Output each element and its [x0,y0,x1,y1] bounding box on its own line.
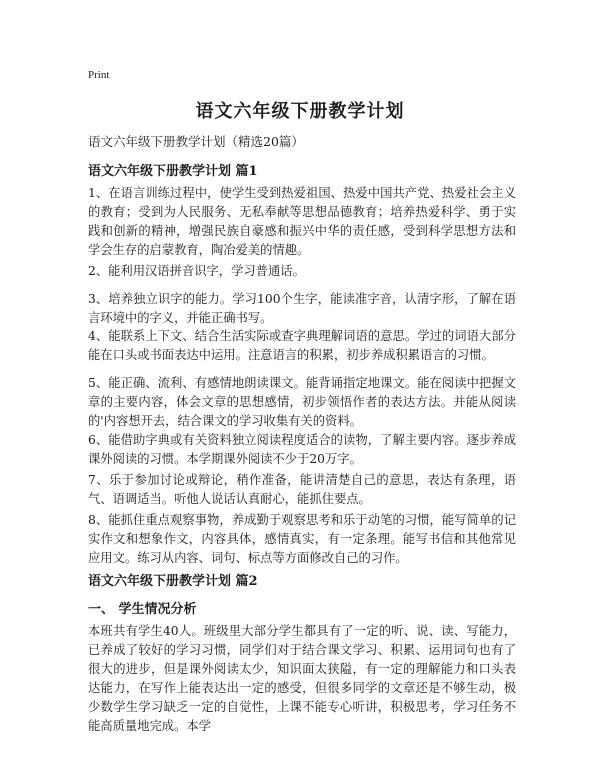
document-subtitle: 语文六年级下册教学计划（精选20篇） [88,134,304,149]
section-1-item-5: 5、能正确、流利、有感情地朗读课文。能背诵指定地课文。能在阅读中把握文章的主要内容，体会文章的思想感情，初步领悟作者的表达方法。并能从阅读的'内容想开去，结合课文的学习收集有关的资料。 [88,376,516,428]
section-1-item-2: 2、能利用汉语拼音识字，学习普通话。 [88,264,305,278]
section-1-item-8: 8、能抓住重点观察事物，养成勤于观察思考和乐于动笔的习惯，能写简单的记实作文和想象作文，内容具体，感情真实，有一定条理。能写书信和其他常见应用文。练习从内容、词句、标点等方面修改自己的习作。 [88,513,516,565]
print-label: Print [88,69,110,81]
section-1-item-1: 1、在语言训练过程中，使学生受到热爱祖国、热爱中国共产党、热爱社会主义的教育；受到为人民服务、无私奉献等思想品德教育；培养热爱科学、勇于实践和创新的精神，增强民族自豪感和振兴中华的责任感，受到科学思想方法和学会生存的启蒙教育，陶冶爱美的情趣。 [88,186,516,257]
section-1-item-4: 4、能联系上下文、结合生活实际或查字典理解词语的意思。学过的词语大部分能在口头或书面表达中运用。注意语言的积累，初步养成积累语言的习惯。 [88,329,516,362]
section-1-item-6: 6、能借助字典或有关资料独立阅读程度适合的读物，了解主要内容。逐步养成课外阅读的习惯。本学期课外阅读不少于20万字。 [88,433,516,466]
section-1-item-3: 3、培养独立识字的能力。学习100个生字，能读准字音，认清字形，了解在语言环境中的字义，并能正确书写。 [88,292,516,325]
section-2-paragraph: 本班共有学生40人。班级里大部分学生都具有了一定的听、说、读、写能力，已养成了较好的学习习惯，同学们对于结合课文学习、积累、运用词句也有了很大的进步，但是课外阅读太少，知识面太狭隘，有一定的理解能力和口头表达能力，在写作上能表达出一定的感受，但很多同学的文章还是不够生动，极少数学生学习缺乏一定的自觉性，上课不能专心听讲，积极思考，学习任务不能高质量地完成。本学 [88,624,516,733]
section-2-heading: 语文六年级下册教学计划 篇2 [88,574,258,589]
section-2-subheading: 一、 学生情况分析 [88,602,197,617]
document-title: 语文六年级下册教学计划 [195,101,405,122]
section-1-heading: 语文六年级下册教学计划 篇1 [88,164,258,179]
section-1-item-7: 7、乐于参加讨论或辩论，稍作准备，能讲清楚自己的意思，表达有条理，语气、语调适当。听他人说话认真耐心，能抓住要点。 [88,473,516,506]
